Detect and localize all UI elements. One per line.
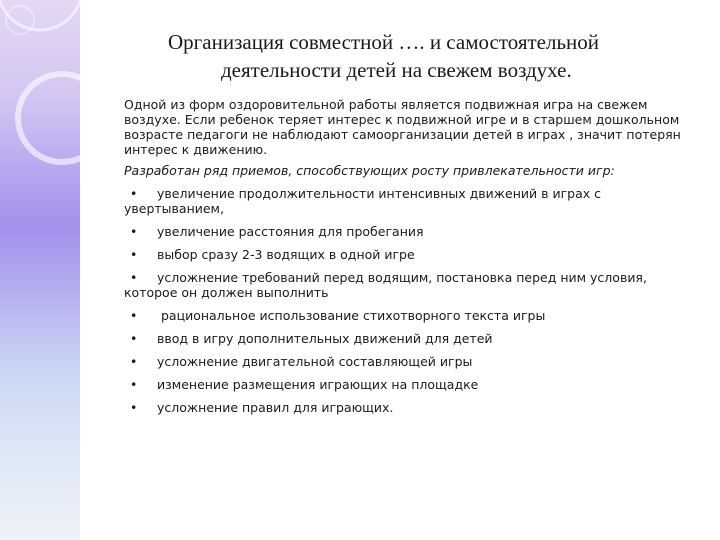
list-item: [124, 224, 694, 239]
bullet-icon: •: [130, 308, 138, 323]
decorative-side-band: [0, 0, 80, 540]
list-item-text: усложнение требований перед водящим, постановка перед ним условия, которое он должен выполнить: [124, 270, 647, 300]
bullet-icon: •: [130, 186, 138, 201]
bullet-list: [124, 186, 694, 415]
list-item: [124, 377, 694, 392]
bullet-icon: •: [130, 224, 138, 239]
bullet-icon: •: [130, 377, 138, 392]
list-item-text: рациональное использование стихотворного текста игры: [157, 308, 546, 323]
list-item: [124, 308, 694, 323]
list-item-text: увеличение продолжительности интенсивных движений в играх с увертыванием,: [124, 186, 601, 216]
list-item: [124, 186, 694, 216]
bullet-icon: •: [130, 400, 138, 415]
decorative-circle-small: [6, 6, 34, 34]
bullet-icon: •: [130, 270, 138, 285]
intro-paragraph: Одной из форм оздоровительной работы является подвижная игра на свежем воздухе. Если ребенок теряет интерес к подвижной игре и в старшем дошкольном возрасте педагоги не наблюдают самоорганизации детей в играх , значит потерян интерес к движению.: [124, 97, 681, 157]
list-item: [124, 247, 694, 262]
list-item-text: усложнение правил для играющих.: [157, 400, 394, 415]
slide-body: [124, 97, 694, 415]
list-item: [124, 270, 694, 300]
list-item-text: изменение размещения играющих на площадке: [157, 377, 479, 392]
decorative-circle-top: [0, 0, 80, 30]
list-item-text: выбор сразу 2-3 водящих в одной игре: [157, 247, 415, 262]
slide-title-line-1: Организация совместной …. и самостоятельной: [168, 30, 600, 54]
list-item: [124, 354, 694, 369]
slide-title-line-2: деятельности детей на свежем воздухе.: [221, 58, 572, 82]
bullet-icon: •: [130, 331, 138, 346]
list-item: [124, 331, 694, 346]
list-item: [124, 400, 694, 415]
list-item-text: усложнение двигательной составляющей игры: [157, 354, 473, 369]
slide-title: [130, 28, 690, 84]
list-item-text: увеличение расстояния для пробегания: [157, 224, 424, 239]
decorative-circles: [0, 0, 80, 540]
bullet-icon: •: [130, 354, 138, 369]
lead-paragraph: Разработан ряд приемов, способствующих росту привлекательности игр:: [124, 163, 615, 178]
list-item-text: ввод в игру дополнительных движений для детей: [157, 331, 493, 346]
decorative-circle-middle: [18, 74, 80, 162]
bullet-icon: •: [130, 247, 138, 262]
